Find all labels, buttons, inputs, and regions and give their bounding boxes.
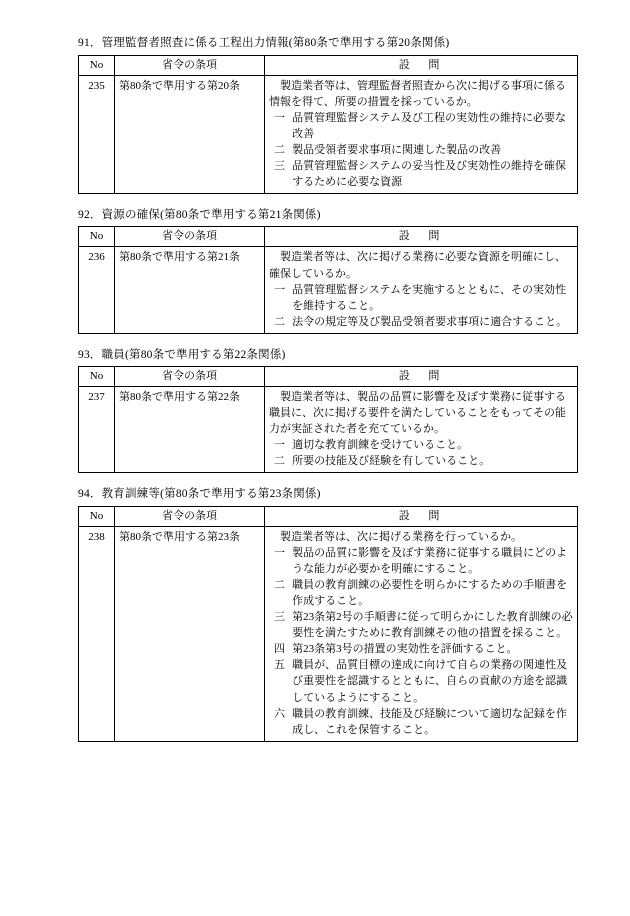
list-item-text: 法令の規定等及び製品受領者要求事項に適合すること。: [292, 315, 568, 328]
column-header-question: 設 問: [265, 227, 578, 247]
column-header-question: 設 問: [265, 507, 578, 527]
cell-article: 第80条で準用する第20条: [115, 75, 265, 193]
list-marker: 三: [273, 611, 285, 624]
table-row: [79, 527, 578, 742]
table-row: [79, 387, 578, 473]
list-marker: 二: [273, 143, 285, 156]
list-marker: 三: [273, 159, 285, 172]
question-item-list: [269, 437, 573, 469]
section-title: 94．教育訓練等(第80条で準用する第23条関係): [78, 488, 321, 501]
column-header-article: 省令の条項: [115, 507, 265, 527]
question-lead: 製造業者等は、製品の品質に影響を及ぼす業務に従事する職員に、次に掲げる要件を満たしていることをもってその能力が実証された者を充てているか。: [269, 391, 566, 436]
table-header-row: [79, 367, 578, 387]
cell-no: 236: [79, 247, 115, 333]
cell-article: 第80条で準用する第21条: [115, 247, 265, 333]
list-item-text: 品質管理監督システムの妥当性及び実効性の維持を確保するために必要な資源: [292, 159, 566, 188]
list-marker: 一: [273, 111, 285, 124]
column-header-article: 省令の条項: [115, 227, 265, 247]
cell-no: 235: [79, 75, 115, 193]
question-item-list: [269, 110, 573, 190]
list-item-text: 職員の教育訓練の必要性を明らかにするための手順書を作成すること。: [292, 579, 568, 608]
table-header-row: [79, 507, 578, 527]
list-item-text: 職員の教育訓練、技能及び経験について適切な記録を作成し、これを保管すること。: [292, 707, 567, 736]
question-item-list: [269, 282, 573, 330]
list-item: [269, 609, 573, 641]
cell-question: [265, 387, 578, 473]
table-row: [79, 75, 578, 193]
section-94: [78, 487, 578, 741]
list-marker: 一: [273, 547, 285, 560]
cell-no: 238: [79, 527, 115, 742]
requirements-table: [78, 226, 578, 333]
list-item: [269, 657, 573, 705]
column-header-no: No: [79, 227, 115, 247]
list-item: [269, 158, 573, 190]
list-marker: 一: [273, 439, 285, 452]
section-92: [78, 208, 578, 334]
list-item-text: 所要の技能及び経験を有していること。: [292, 455, 491, 468]
column-header-no: No: [79, 55, 115, 75]
column-header-question: 設 問: [265, 55, 578, 75]
question-lead: 製造業者等は、管理監督者照査から次に掲げる事項に係る情報を得て、所要の措置を採っているか。: [269, 79, 566, 108]
section-title: 91．管理監督者照査に係る工程出力情報(第80条で準用する第20条関係): [78, 37, 450, 49]
list-item-text: 品質管理監督システム及び工程の実効性の維持に必要な改善: [292, 111, 566, 140]
list-item: [269, 706, 573, 738]
list-item: [269, 142, 573, 158]
requirements-table: [78, 55, 578, 194]
list-marker: 一: [273, 283, 285, 296]
column-header-article: 省令の条項: [115, 55, 265, 75]
column-header-article: 省令の条項: [115, 367, 265, 387]
column-header-no: No: [79, 367, 115, 387]
list-item: [269, 437, 573, 453]
section-title: 92．資源の確保(第80条で準用する第21条関係): [78, 208, 321, 221]
list-item: [269, 641, 573, 657]
list-marker: 二: [273, 315, 285, 328]
table-header-row: [79, 227, 578, 247]
cell-question: [265, 527, 578, 742]
list-item-text: 職員が、品質目標の達成に向けて自らの業務の関連性及び重要性を認識するとともに、自らの貢献の方途を認識しているようにすること。: [292, 659, 568, 704]
list-marker: 六: [273, 707, 285, 720]
requirements-table: [78, 506, 578, 742]
section-91: [78, 36, 578, 194]
list-item: [269, 282, 573, 314]
column-header-no: No: [79, 507, 115, 527]
table-header-row: [79, 55, 578, 75]
requirements-table: [78, 366, 578, 473]
question-lead: 製造業者等は、次に掲げる業務に必要な資源を明確にし、確保しているか。: [269, 251, 566, 280]
list-marker: 四: [273, 643, 285, 656]
list-item: [269, 545, 573, 577]
list-item-text: 品質管理監督システムを実施するとともに、その実効性を維持すること。: [292, 283, 566, 312]
list-item-text: 適切な教育訓練を受けていること。: [292, 439, 469, 452]
list-item: [269, 314, 573, 330]
cell-article: 第80条で準用する第22条: [115, 387, 265, 473]
column-header-question: 設 問: [265, 367, 578, 387]
section-title: 93．職員(第80条で準用する第22条関係): [78, 348, 286, 361]
list-item-text: 第23条第2号の手順書に従って明らかにした教育訓練の必要性を満たすために教育訓練その他の措置を採ること。: [292, 611, 573, 640]
list-item: [269, 110, 573, 142]
cell-question: [265, 75, 578, 193]
section-93: [78, 348, 578, 474]
list-item: [269, 453, 573, 469]
list-marker: 五: [273, 659, 285, 672]
cell-article: 第80条で準用する第23条: [115, 527, 265, 742]
question-lead: 製造業者等は、次に掲げる業務を行っているか。: [280, 531, 522, 544]
list-item-text: 第23条第3号の措置の実効性を評価すること。: [292, 643, 518, 656]
list-marker: 二: [273, 579, 285, 592]
list-item: [269, 577, 573, 609]
list-item-text: 製品受領者要求事項に関連した製品の改善: [292, 143, 502, 156]
question-item-list: [269, 545, 573, 738]
table-row: [79, 247, 578, 333]
list-item-text: 製品の品質に影響を及ぼす業務に従事する職員にどのような能力が必要かを明確にすること。: [292, 547, 568, 576]
list-marker: 二: [273, 455, 285, 468]
cell-question: [265, 247, 578, 333]
cell-no: 237: [79, 387, 115, 473]
